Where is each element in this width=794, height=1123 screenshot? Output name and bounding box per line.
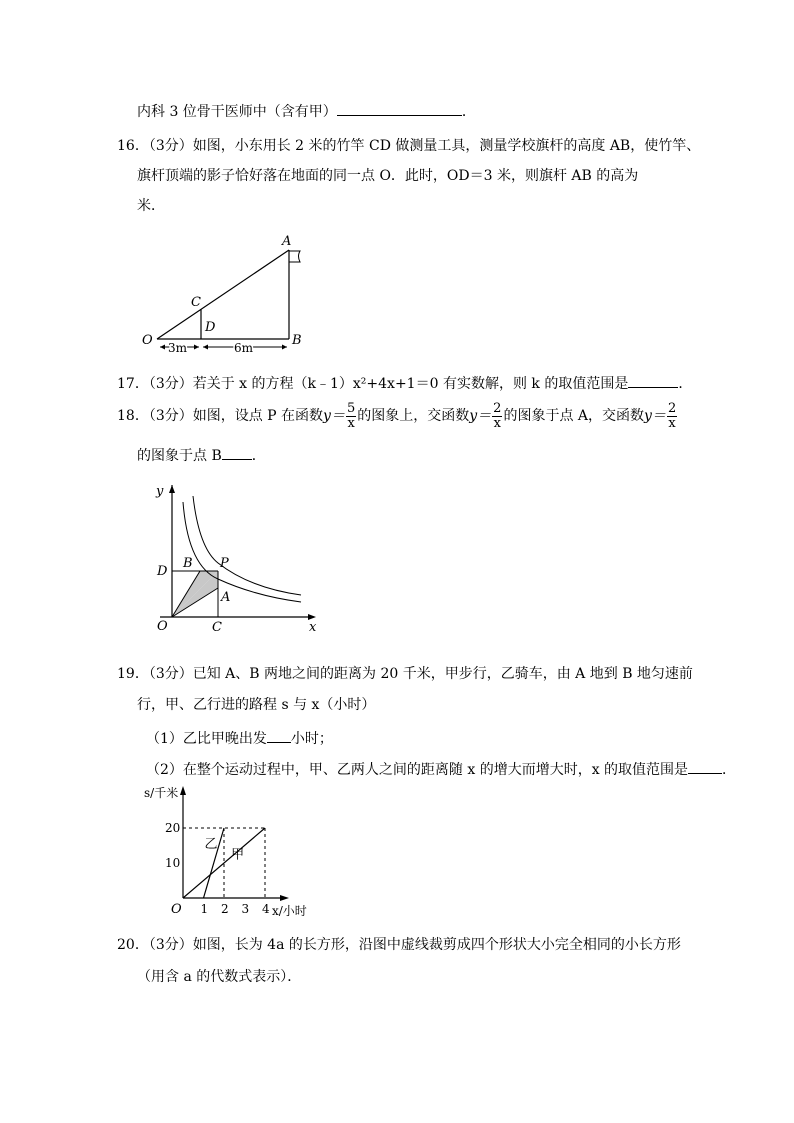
q18-line2-text: 的图象于点 B (137, 448, 222, 464)
q16-label-c: C (191, 295, 201, 310)
q18-mid1: 的图象上，交函数 (357, 408, 470, 424)
q18-y2: y＝ (469, 408, 492, 424)
q19-x-tick-label: 1 (200, 902, 209, 916)
q18-label-y: y (156, 484, 164, 499)
q18-y1: y＝ (323, 408, 345, 424)
q19-sub1-text: （1）乙比甲晚出发 (146, 731, 267, 747)
q16-label-b: B (292, 333, 302, 348)
q18-prefix: 18．（3分）如图，设点 P 在函数 (117, 408, 324, 424)
q15-end: ． (461, 104, 476, 120)
q19-x-tick-label: 4 (262, 902, 270, 916)
q19-origin-label: O (171, 902, 182, 917)
q18-frac1-num: 5 (346, 400, 356, 416)
q18-frac3-num: 2 (667, 400, 677, 416)
q19-sub2-end: ． (722, 762, 737, 778)
q18-label-p: P (220, 556, 229, 571)
q19-line1: 19．（3分）已知 A、B 两地之间的距离为 20 千米，甲步行，乙骑车，由 A 地到 B 地匀速前 (117, 666, 693, 682)
q16-line2: 旗杆顶端的影子恰好落在地面的同一点 O．此时，OD＝3 米，则旗杆 AB 的高为 (137, 168, 639, 184)
q19-series-line-1 (183, 828, 265, 898)
q19-ylabel: s/千米 (144, 786, 179, 800)
q18-end: ． (251, 448, 266, 464)
q18-frac1-den: x (347, 415, 355, 431)
q18-label-c: C (212, 620, 222, 635)
q18-label-d: D (157, 564, 168, 579)
q19-series-label-yi: 乙 (204, 836, 218, 852)
q16-line1: 16．（3分）如图，小东用长 2 米的竹竿 CD 做测量工具，测量学校旗杆的高度 AB，使竹竿、 (117, 138, 701, 154)
q19-xlabel: x/小时 (272, 904, 307, 918)
q16-label-d: D (205, 320, 216, 335)
q19-sub2-text: （2）在整个运动过程中，甲、乙两人之间的距离随 x 的增大而增大时，x 的取值范围是 (146, 762, 689, 778)
q18-y3: y＝ (644, 408, 666, 424)
q20-line2: （用含 a 的代数式表示）． (137, 969, 302, 985)
q19-y-tick-label: 20 (165, 821, 181, 835)
q18-mid2: 的图象于点 A，交函数 (503, 408, 645, 424)
q19-x-tick-label: 3 (241, 902, 250, 916)
q19-x-axis-arrow (280, 895, 289, 901)
q19-line2: 行，甲、乙行进的路程 s 与 x（小时） (137, 697, 376, 713)
q16-dim-od-label: 3m (168, 341, 188, 355)
q16-line3-text: 米． (137, 198, 165, 214)
q18-label-o: O (157, 619, 168, 634)
q19-sub1-end: 小时； (290, 731, 333, 747)
q16-dim-db-label: 6m (234, 341, 254, 355)
q15-text: 内科 3 位骨干医师中（含有甲） (137, 104, 337, 120)
q18-label-b: B (183, 556, 193, 571)
q19-y-tick-label: 10 (165, 856, 181, 870)
q18-frac2-num: 2 (493, 400, 502, 416)
q19-x-tick-label: 2 (221, 902, 229, 916)
q17-end: ． (678, 376, 693, 392)
q18-frac2-den: x (493, 415, 501, 431)
q16-label-o: O (142, 333, 153, 348)
q20-line1: 20．（3分）如图，长为 4a 的长方形，沿图中虚线裁剪成四个形状大小完全相同的小长方形 (117, 937, 681, 953)
q18-label-a: A (221, 590, 231, 605)
q16-label-a: A (282, 234, 292, 249)
q19-series-label-jia: 甲 (231, 847, 245, 863)
q19-y-axis-arrow (180, 786, 186, 795)
q18-frac3-den: x (668, 415, 676, 431)
q18-label-x: x (309, 620, 317, 635)
q17-text: 17．（3分）若关于 x 的方程（k﹣1）x²+4x+1＝0 有实数解，则 k 的取值范围是 (117, 376, 629, 392)
